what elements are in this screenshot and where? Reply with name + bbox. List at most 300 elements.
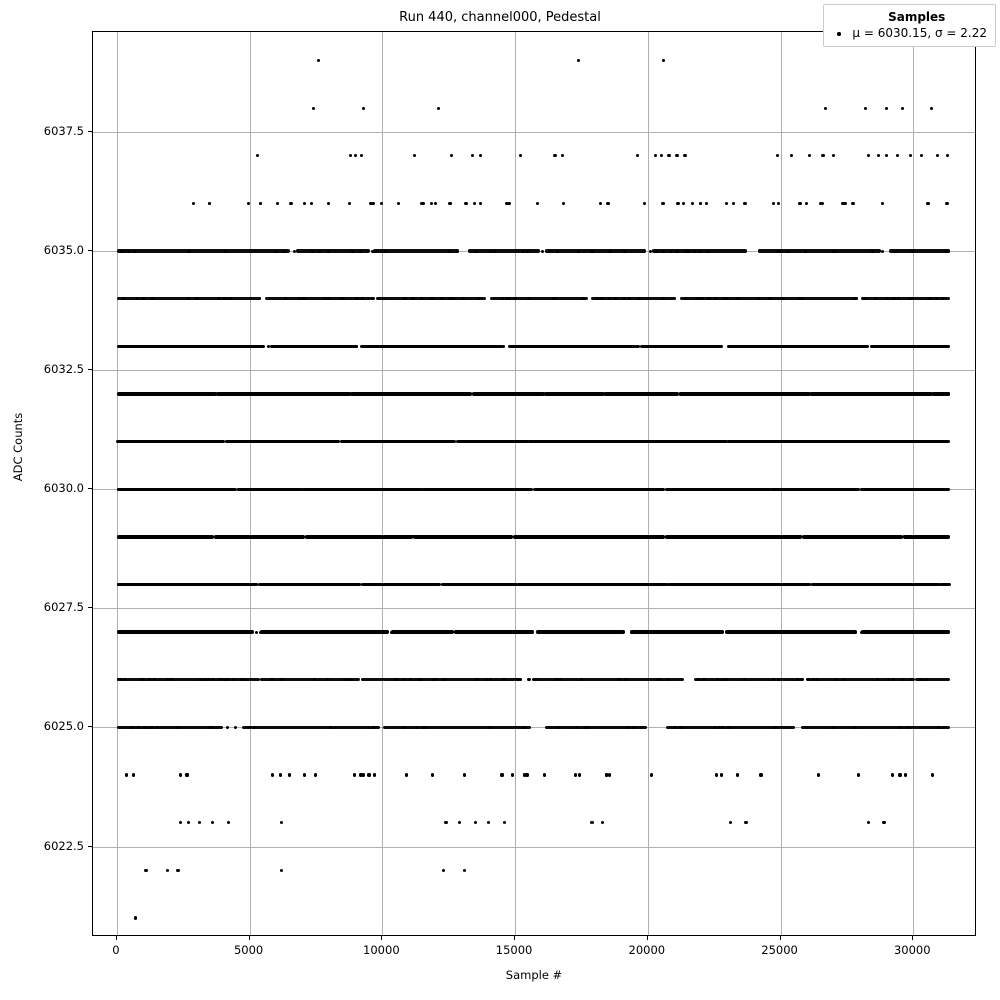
data-point bbox=[249, 583, 252, 586]
data-point bbox=[679, 726, 682, 729]
data-point bbox=[780, 440, 783, 443]
data-point bbox=[122, 488, 125, 491]
data-point bbox=[217, 488, 220, 491]
data-point bbox=[882, 821, 885, 824]
data-point bbox=[660, 345, 663, 348]
data-point bbox=[599, 202, 602, 205]
data-point bbox=[407, 488, 410, 491]
data-point bbox=[287, 392, 290, 395]
data-point bbox=[815, 678, 818, 681]
data-point bbox=[198, 821, 201, 824]
data-point bbox=[940, 392, 943, 395]
data-point bbox=[302, 488, 305, 491]
data-point bbox=[773, 488, 776, 491]
data-point bbox=[824, 107, 827, 110]
data-point bbox=[691, 440, 694, 443]
data-point bbox=[360, 154, 363, 157]
data-point bbox=[944, 583, 947, 586]
data-point bbox=[405, 773, 408, 776]
data-band bbox=[694, 678, 803, 681]
data-band bbox=[727, 440, 862, 443]
gridline-vertical bbox=[382, 32, 383, 935]
data-point bbox=[163, 345, 166, 348]
data-point bbox=[776, 154, 779, 157]
x-tick bbox=[647, 936, 648, 940]
data-point bbox=[709, 440, 712, 443]
data-point bbox=[266, 392, 269, 395]
data-point bbox=[310, 202, 313, 205]
data-point bbox=[810, 392, 813, 395]
data-point bbox=[696, 678, 699, 681]
data-point bbox=[543, 773, 546, 776]
data-point bbox=[125, 773, 128, 776]
data-point bbox=[399, 488, 402, 491]
data-point bbox=[192, 488, 195, 491]
data-band bbox=[117, 678, 260, 681]
data-point bbox=[271, 345, 274, 348]
data-point bbox=[240, 678, 243, 681]
data-point bbox=[785, 488, 788, 491]
data-point bbox=[303, 202, 306, 205]
data-point bbox=[864, 583, 867, 586]
data-point bbox=[673, 392, 676, 395]
y-tick bbox=[88, 250, 92, 251]
data-point bbox=[461, 488, 464, 491]
data-point bbox=[587, 726, 590, 729]
data-point bbox=[541, 488, 544, 491]
data-point bbox=[601, 631, 604, 634]
data-point bbox=[371, 250, 374, 253]
data-point bbox=[279, 773, 282, 776]
data-point bbox=[293, 250, 296, 253]
data-point bbox=[341, 583, 344, 586]
data-point bbox=[444, 392, 447, 395]
data-point bbox=[556, 250, 559, 253]
data-point bbox=[513, 345, 516, 348]
data-point bbox=[881, 250, 884, 253]
data-point bbox=[247, 392, 250, 395]
data-point bbox=[821, 154, 824, 157]
data-point bbox=[486, 345, 489, 348]
data-point bbox=[331, 631, 334, 634]
data-point bbox=[495, 631, 498, 634]
data-point bbox=[712, 631, 715, 634]
data-point bbox=[265, 488, 268, 491]
data-point bbox=[871, 250, 874, 253]
plot-area bbox=[92, 31, 976, 936]
data-point bbox=[676, 631, 679, 634]
data-point bbox=[683, 488, 686, 491]
data-point bbox=[924, 440, 927, 443]
data-point bbox=[296, 345, 299, 348]
data-point bbox=[799, 345, 802, 348]
data-point bbox=[871, 583, 874, 586]
data-point bbox=[316, 488, 319, 491]
data-point bbox=[191, 392, 194, 395]
x-tick bbox=[381, 936, 382, 940]
data-point bbox=[868, 392, 871, 395]
data-point bbox=[623, 250, 626, 253]
data-point bbox=[852, 392, 855, 395]
data-point bbox=[948, 583, 951, 586]
data-point bbox=[208, 202, 211, 205]
data-point bbox=[792, 392, 795, 395]
data-point bbox=[431, 773, 434, 776]
data-point bbox=[366, 440, 369, 443]
data-point bbox=[608, 583, 611, 586]
data-point bbox=[519, 154, 522, 157]
data-point bbox=[239, 392, 242, 395]
data-point bbox=[289, 202, 292, 205]
data-point bbox=[796, 392, 799, 395]
data-point bbox=[335, 631, 338, 634]
x-tick-label: 25000 bbox=[761, 943, 798, 957]
data-point bbox=[804, 250, 807, 253]
data-point bbox=[384, 250, 387, 253]
data-point bbox=[430, 631, 433, 634]
data-point bbox=[821, 488, 824, 491]
data-point bbox=[760, 345, 763, 348]
data-point bbox=[654, 154, 657, 157]
data-point bbox=[488, 392, 491, 395]
data-point bbox=[736, 773, 739, 776]
data-point bbox=[804, 488, 807, 491]
data-point bbox=[192, 345, 195, 348]
x-axis-label: Sample # bbox=[505, 968, 563, 982]
data-point bbox=[770, 392, 773, 395]
data-point bbox=[640, 392, 643, 395]
data-point bbox=[902, 631, 905, 634]
data-point bbox=[258, 297, 261, 300]
data-point bbox=[501, 631, 504, 634]
data-point bbox=[137, 345, 140, 348]
data-point bbox=[839, 488, 842, 491]
data-point bbox=[858, 392, 861, 395]
data-point bbox=[725, 202, 728, 205]
data-point bbox=[740, 631, 743, 634]
data-point bbox=[449, 202, 452, 205]
data-point bbox=[141, 392, 144, 395]
data-point bbox=[666, 345, 669, 348]
y-tick bbox=[88, 607, 92, 608]
data-point bbox=[267, 345, 270, 348]
data-point bbox=[340, 297, 343, 300]
data-point bbox=[549, 488, 552, 491]
data-point bbox=[217, 631, 220, 634]
data-point bbox=[652, 631, 655, 634]
data-point bbox=[376, 392, 379, 395]
data-point bbox=[600, 297, 603, 300]
data-point bbox=[805, 583, 808, 586]
data-point bbox=[612, 392, 615, 395]
data-point bbox=[896, 154, 899, 157]
data-point bbox=[564, 488, 567, 491]
gridline-vertical bbox=[117, 32, 118, 935]
data-point bbox=[505, 392, 508, 395]
data-point bbox=[850, 488, 853, 491]
data-point bbox=[720, 773, 723, 776]
data-point bbox=[945, 488, 948, 491]
data-point bbox=[314, 773, 317, 776]
data-point bbox=[515, 488, 518, 491]
data-point bbox=[596, 583, 599, 586]
data-point bbox=[723, 297, 726, 300]
data-point bbox=[144, 726, 147, 729]
data-point bbox=[376, 345, 379, 348]
data-point bbox=[327, 202, 330, 205]
data-point bbox=[389, 583, 392, 586]
data-point bbox=[917, 583, 920, 586]
data-point bbox=[241, 583, 244, 586]
data-band bbox=[727, 345, 867, 348]
data-point bbox=[729, 821, 732, 824]
data-point bbox=[687, 250, 690, 253]
data-point bbox=[714, 392, 717, 395]
data-point bbox=[557, 726, 560, 729]
data-point bbox=[539, 440, 542, 443]
data-point bbox=[648, 345, 651, 348]
legend-title: Samples bbox=[888, 10, 946, 24]
data-point bbox=[165, 440, 168, 443]
data-point bbox=[341, 631, 344, 634]
data-point bbox=[641, 488, 644, 491]
data-point bbox=[874, 392, 877, 395]
data-point bbox=[648, 440, 651, 443]
data-point bbox=[808, 583, 811, 586]
data-point bbox=[940, 631, 943, 634]
data-point bbox=[125, 440, 128, 443]
data-point bbox=[898, 726, 901, 729]
data-point bbox=[926, 202, 929, 205]
data-point bbox=[920, 154, 923, 157]
data-point bbox=[707, 297, 710, 300]
data-point bbox=[584, 631, 587, 634]
data-point bbox=[851, 202, 854, 205]
data-point bbox=[383, 488, 386, 491]
data-point bbox=[282, 488, 285, 491]
data-point bbox=[602, 392, 605, 395]
data-point bbox=[833, 345, 836, 348]
data-point bbox=[507, 440, 510, 443]
data-band bbox=[808, 678, 915, 681]
data-point bbox=[548, 250, 551, 253]
data-point bbox=[123, 250, 126, 253]
data-point bbox=[353, 773, 356, 776]
x-tick-label: 30000 bbox=[893, 943, 931, 957]
data-point bbox=[326, 345, 329, 348]
data-point bbox=[577, 59, 580, 62]
data-point bbox=[417, 392, 420, 395]
data-point bbox=[636, 154, 639, 157]
data-point bbox=[705, 488, 708, 491]
data-point bbox=[413, 154, 416, 157]
data-point bbox=[708, 488, 711, 491]
data-point bbox=[727, 488, 730, 491]
data-point bbox=[699, 583, 702, 586]
data-point bbox=[526, 392, 529, 395]
data-point bbox=[281, 345, 284, 348]
data-point bbox=[857, 773, 860, 776]
data-point bbox=[734, 583, 737, 586]
data-point bbox=[448, 250, 451, 253]
data-point bbox=[372, 631, 375, 634]
data-point bbox=[352, 345, 355, 348]
data-point bbox=[372, 202, 375, 205]
y-tick-label: 6030.0 bbox=[43, 481, 84, 496]
data-point bbox=[880, 392, 883, 395]
data-point bbox=[675, 154, 678, 157]
data-point bbox=[903, 583, 906, 586]
data-point bbox=[502, 345, 505, 348]
data-point bbox=[142, 345, 145, 348]
data-band bbox=[872, 345, 950, 348]
data-point bbox=[351, 250, 354, 253]
data-point bbox=[732, 202, 735, 205]
y-tick bbox=[88, 369, 92, 370]
data-point bbox=[117, 583, 120, 586]
data-point bbox=[479, 202, 482, 205]
data-point bbox=[526, 440, 529, 443]
data-point bbox=[677, 488, 680, 491]
gridline-horizontal bbox=[93, 608, 975, 609]
data-point bbox=[553, 154, 556, 157]
data-point bbox=[177, 488, 180, 491]
x-tick bbox=[780, 936, 781, 940]
data-point bbox=[134, 916, 137, 919]
data-point bbox=[209, 631, 212, 634]
data-point bbox=[561, 631, 564, 634]
data-point bbox=[608, 345, 611, 348]
data-point bbox=[208, 726, 211, 729]
data-point bbox=[330, 392, 333, 395]
data-point bbox=[581, 392, 584, 395]
data-point bbox=[254, 392, 257, 395]
data-point bbox=[130, 726, 133, 729]
data-point bbox=[881, 202, 884, 205]
data-point bbox=[355, 297, 358, 300]
data-point bbox=[412, 345, 415, 348]
data-point bbox=[179, 821, 182, 824]
data-point bbox=[408, 583, 411, 586]
data-point bbox=[800, 631, 803, 634]
data-point bbox=[373, 773, 376, 776]
data-point bbox=[387, 440, 390, 443]
data-point bbox=[379, 631, 382, 634]
data-point bbox=[660, 154, 663, 157]
data-point bbox=[772, 202, 775, 205]
data-point bbox=[608, 250, 611, 253]
data-point bbox=[848, 631, 851, 634]
y-tick-label: 6032.5 bbox=[43, 362, 84, 377]
data-point bbox=[871, 345, 874, 348]
y-tick-label: 6037.5 bbox=[43, 124, 84, 139]
data-band bbox=[242, 726, 380, 729]
data-point bbox=[577, 583, 580, 586]
data-point bbox=[886, 392, 889, 395]
data-point bbox=[486, 631, 489, 634]
data-point bbox=[284, 440, 287, 443]
y-tick-label: 6022.5 bbox=[43, 838, 84, 853]
data-point bbox=[867, 154, 870, 157]
data-point bbox=[672, 488, 675, 491]
data-point bbox=[424, 631, 427, 634]
data-point bbox=[737, 488, 740, 491]
data-point bbox=[643, 202, 646, 205]
data-point bbox=[661, 202, 664, 205]
data-point bbox=[186, 488, 189, 491]
data-point bbox=[801, 488, 804, 491]
data-point bbox=[703, 345, 706, 348]
y-tick bbox=[88, 131, 92, 132]
data-point bbox=[787, 631, 790, 634]
data-point bbox=[474, 821, 477, 824]
data-point bbox=[790, 154, 793, 157]
data-point bbox=[933, 345, 936, 348]
data-point bbox=[120, 250, 123, 253]
data-point bbox=[383, 440, 386, 443]
gridline-horizontal bbox=[93, 370, 975, 371]
data-point bbox=[311, 488, 314, 491]
data-point bbox=[137, 392, 140, 395]
data-point bbox=[946, 154, 949, 157]
data-point bbox=[250, 345, 253, 348]
y-tick bbox=[88, 726, 92, 727]
data-point bbox=[177, 392, 180, 395]
data-point bbox=[467, 631, 470, 634]
data-point bbox=[616, 392, 619, 395]
data-point bbox=[691, 202, 694, 205]
data-point bbox=[743, 392, 746, 395]
data-point bbox=[214, 392, 217, 395]
data-point bbox=[855, 297, 858, 300]
data-point bbox=[463, 392, 466, 395]
data-point bbox=[311, 250, 314, 253]
data-band bbox=[117, 249, 290, 252]
data-point bbox=[608, 773, 611, 776]
data-point bbox=[172, 488, 175, 491]
data-point bbox=[940, 583, 943, 586]
data-point bbox=[256, 154, 259, 157]
gridline-vertical bbox=[250, 32, 251, 935]
data-point bbox=[500, 773, 503, 776]
data-point bbox=[458, 821, 461, 824]
data-point bbox=[675, 345, 678, 348]
data-point bbox=[902, 488, 905, 491]
data-point bbox=[205, 631, 208, 634]
data-point bbox=[832, 154, 835, 157]
data-point bbox=[800, 392, 803, 395]
data-point bbox=[318, 250, 321, 253]
data-point bbox=[631, 488, 634, 491]
data-point bbox=[699, 202, 702, 205]
data-point bbox=[289, 631, 292, 634]
data-point bbox=[456, 250, 459, 253]
data-point bbox=[947, 250, 950, 253]
data-point bbox=[724, 583, 727, 586]
data-point bbox=[211, 821, 214, 824]
data-point bbox=[719, 345, 722, 348]
data-point bbox=[215, 345, 218, 348]
data-point bbox=[153, 345, 156, 348]
x-tick-label: 15000 bbox=[495, 943, 533, 957]
chart-legend bbox=[823, 4, 996, 47]
data-point bbox=[118, 631, 121, 634]
data-point bbox=[669, 250, 672, 253]
data-point bbox=[474, 250, 477, 253]
data-point bbox=[229, 392, 232, 395]
data-point bbox=[715, 583, 718, 586]
data-point bbox=[665, 631, 668, 634]
